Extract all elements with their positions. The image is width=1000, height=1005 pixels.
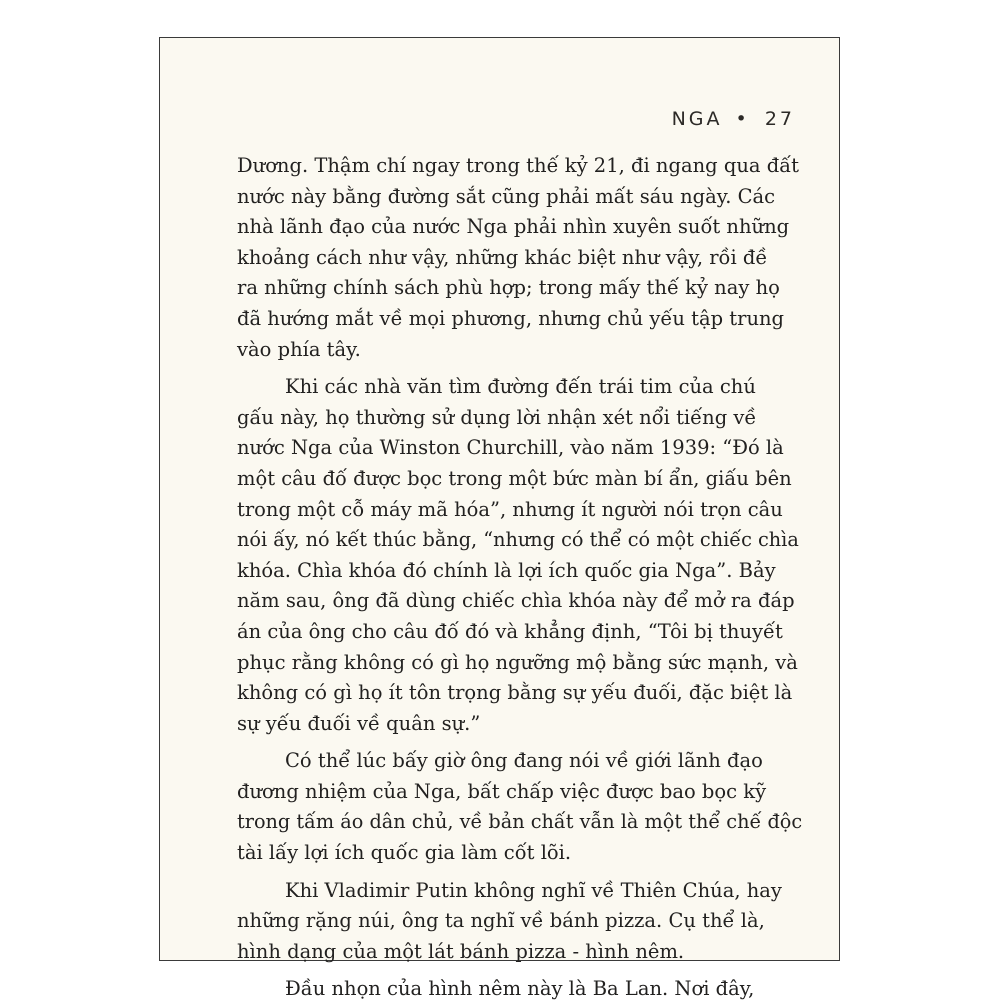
- text-line: trong tấm áo dân chủ, về bản chất vẫn là một thể chế độc: [237, 810, 803, 834]
- paragraph: [237, 151, 802, 365]
- text-line: không có gì họ ít tôn trọng bằng sự yếu đuối, đặc biệt là: [237, 681, 793, 705]
- chapter-title: NGA: [671, 108, 723, 130]
- text-line: hình dạng của một lát bánh pizza - hình nêm.: [237, 939, 685, 963]
- text-line: gấu này, họ thường sử dụng lời nhận xét nổi tiếng về: [237, 405, 757, 429]
- text-line: những rặng núi, ông ta nghĩ về bánh pizza. Cụ thể là,: [237, 909, 765, 933]
- text-line: Khi các nhà văn tìm đường đến trái tim của chú: [285, 375, 756, 399]
- text-line: phục rằng không có gì họ ngưỡng mộ bằng sức mạnh, và: [237, 650, 798, 674]
- text-line: trong một cỗ máy mã hóa”, nhưng ít người nói trọn câu: [237, 497, 783, 521]
- book-page: [159, 37, 840, 1001]
- text-line: một câu đố được bọc trong một bức màn bí ẩn, giấu bên: [237, 466, 792, 490]
- text-line: khoảng cách như vậy, những khác biệt như vậy, rồi đề: [237, 245, 768, 269]
- text-line: vào phía tây.: [237, 337, 361, 361]
- text-line: năm sau, ông đã dùng chiếc chìa khóa này để mở ra đáp: [237, 589, 795, 613]
- paragraph: [237, 746, 802, 868]
- header-separator: •: [735, 108, 750, 130]
- text-line: nước này bằng đường sắt cũng phải mất sáu ngày. Các: [237, 184, 776, 208]
- text-line: đương nhiệm của Nga, bất chấp việc được bao bọc kỹ: [237, 779, 767, 803]
- text-line: sự yếu đuối về quân sự.”: [237, 711, 481, 735]
- paragraph: [237, 372, 802, 739]
- page-number: 27: [764, 108, 795, 130]
- text-line: nhà lãnh đạo của nước Nga phải nhìn xuyên suốt những: [237, 215, 790, 239]
- text-line: đã hướng mắt về mọi phương, nhưng chủ yếu tập trung: [237, 306, 785, 330]
- text-line: Dương. Thậm chí ngay trong thế kỷ 21, đi ngang qua đất: [237, 154, 799, 177]
- text-line: tài lấy lợi ích quốc gia làm cốt lõi.: [237, 841, 572, 865]
- text-line: nước Nga của Winston Churchill, vào năm 1939: “Đó là: [237, 436, 784, 460]
- paragraph: [237, 974, 802, 1005]
- paragraph: [237, 876, 802, 968]
- text-line: Đầu nhọn của hình nêm này là Ba Lan. Nơi đây,: [285, 977, 755, 1001]
- text-line: ra những chính sách phù hợp; trong mấy thế kỷ nay họ: [237, 276, 780, 300]
- body-text: [237, 151, 802, 1005]
- text-line: nói ấy, nó kết thúc bằng, “nhưng có thể có một chiếc chìa: [237, 528, 799, 552]
- running-header: [672, 108, 795, 130]
- text-line: Khi Vladimir Putin không nghĩ về Thiên Chúa, hay: [285, 878, 782, 902]
- text-line: Có thể lúc bấy giờ ông đang nói về giới lãnh đạo: [285, 749, 763, 773]
- text-line: khóa. Chìa khóa đó chính là lợi ích quốc gia Nga”. Bảy: [237, 558, 776, 582]
- text-line: án của ông cho câu đố đó và khẳng định, “Tôi bị thuyết: [237, 619, 783, 643]
